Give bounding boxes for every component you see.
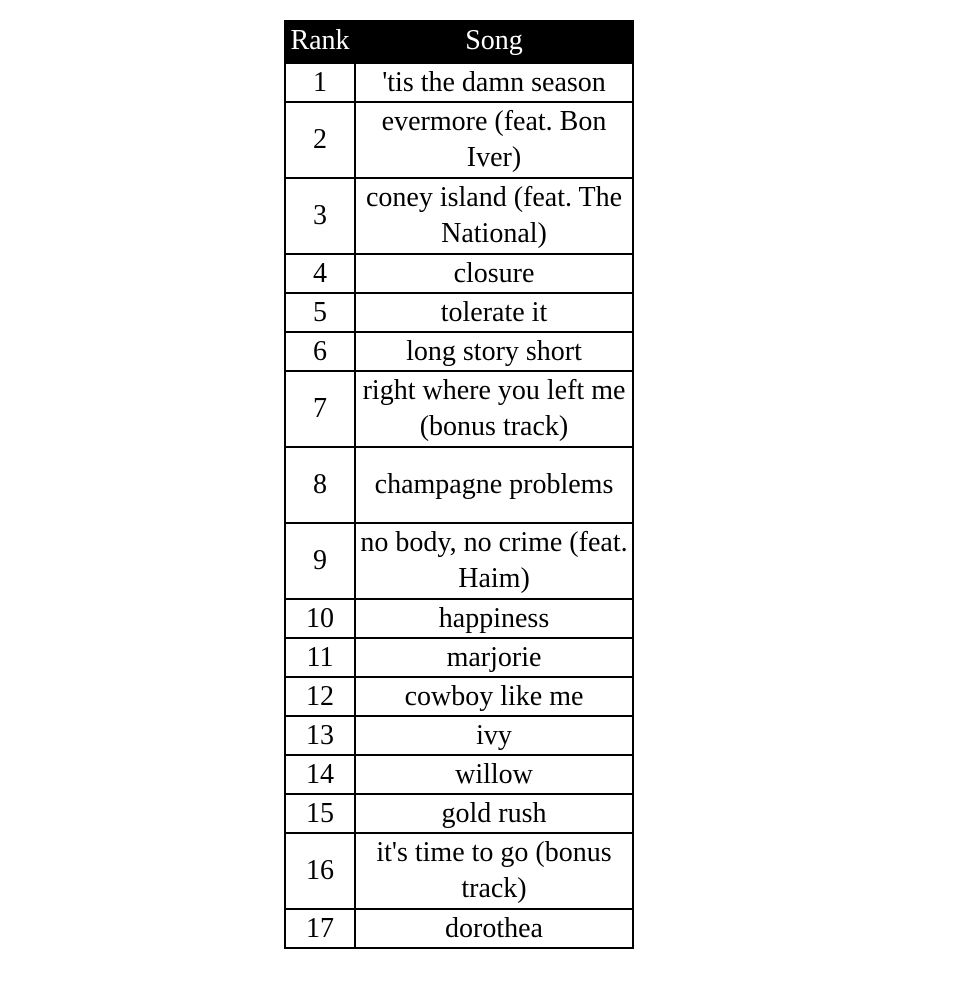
rank-column-header: Rank — [285, 20, 355, 63]
song-cell: 'tis the damn season — [355, 63, 633, 102]
rank-cell: 1 — [285, 63, 355, 102]
rank-cell: 11 — [285, 638, 355, 677]
song-cell: closure — [355, 254, 633, 293]
table-row — [285, 716, 633, 755]
table-row — [285, 254, 633, 293]
table-row — [285, 755, 633, 794]
table-row — [285, 447, 633, 523]
rank-cell: 12 — [285, 677, 355, 716]
table-row — [285, 371, 633, 447]
song-cell: ivy — [355, 716, 633, 755]
song-cell: happiness — [355, 599, 633, 638]
song-cell: marjorie — [355, 638, 633, 677]
song-cell: cowboy like me — [355, 677, 633, 716]
table-row — [285, 599, 633, 638]
rank-cell: 4 — [285, 254, 355, 293]
rank-cell: 5 — [285, 293, 355, 332]
song-cell: evermore (feat. Bon Iver) — [355, 102, 633, 178]
rank-cell: 8 — [285, 447, 355, 523]
table-row — [285, 332, 633, 371]
song-cell: it's time to go (bonus track) — [355, 833, 633, 909]
table-row — [285, 794, 633, 833]
song-cell: champagne problems — [355, 447, 633, 523]
song-cell: tolerate it — [355, 293, 633, 332]
header-row — [285, 20, 633, 63]
table-header — [285, 20, 633, 63]
song-cell: no body, no crime (feat. Haim) — [355, 523, 633, 599]
table-row — [285, 102, 633, 178]
table-row — [285, 178, 633, 254]
song-cell: long story short — [355, 332, 633, 371]
table-row — [285, 909, 633, 948]
rank-cell: 17 — [285, 909, 355, 948]
song-column-header: Song — [355, 20, 633, 63]
rank-cell: 6 — [285, 332, 355, 371]
rank-cell: 10 — [285, 599, 355, 638]
rank-cell: 2 — [285, 102, 355, 178]
table-row — [285, 677, 633, 716]
rank-cell: 16 — [285, 833, 355, 909]
rank-cell: 14 — [285, 755, 355, 794]
table-row — [285, 293, 633, 332]
song-cell: dorothea — [355, 909, 633, 948]
song-cell: right where you left me (bonus track) — [355, 371, 633, 447]
song-cell: willow — [355, 755, 633, 794]
song-ranking-table — [284, 20, 634, 949]
rank-cell: 9 — [285, 523, 355, 599]
rank-cell: 7 — [285, 371, 355, 447]
rank-cell: 3 — [285, 178, 355, 254]
song-cell: gold rush — [355, 794, 633, 833]
table-row — [285, 833, 633, 909]
table-row — [285, 638, 633, 677]
table-row — [285, 63, 633, 102]
table-row — [285, 523, 633, 599]
table-body — [285, 63, 633, 948]
rank-cell: 13 — [285, 716, 355, 755]
song-cell: coney island (feat. The National) — [355, 178, 633, 254]
rank-cell: 15 — [285, 794, 355, 833]
